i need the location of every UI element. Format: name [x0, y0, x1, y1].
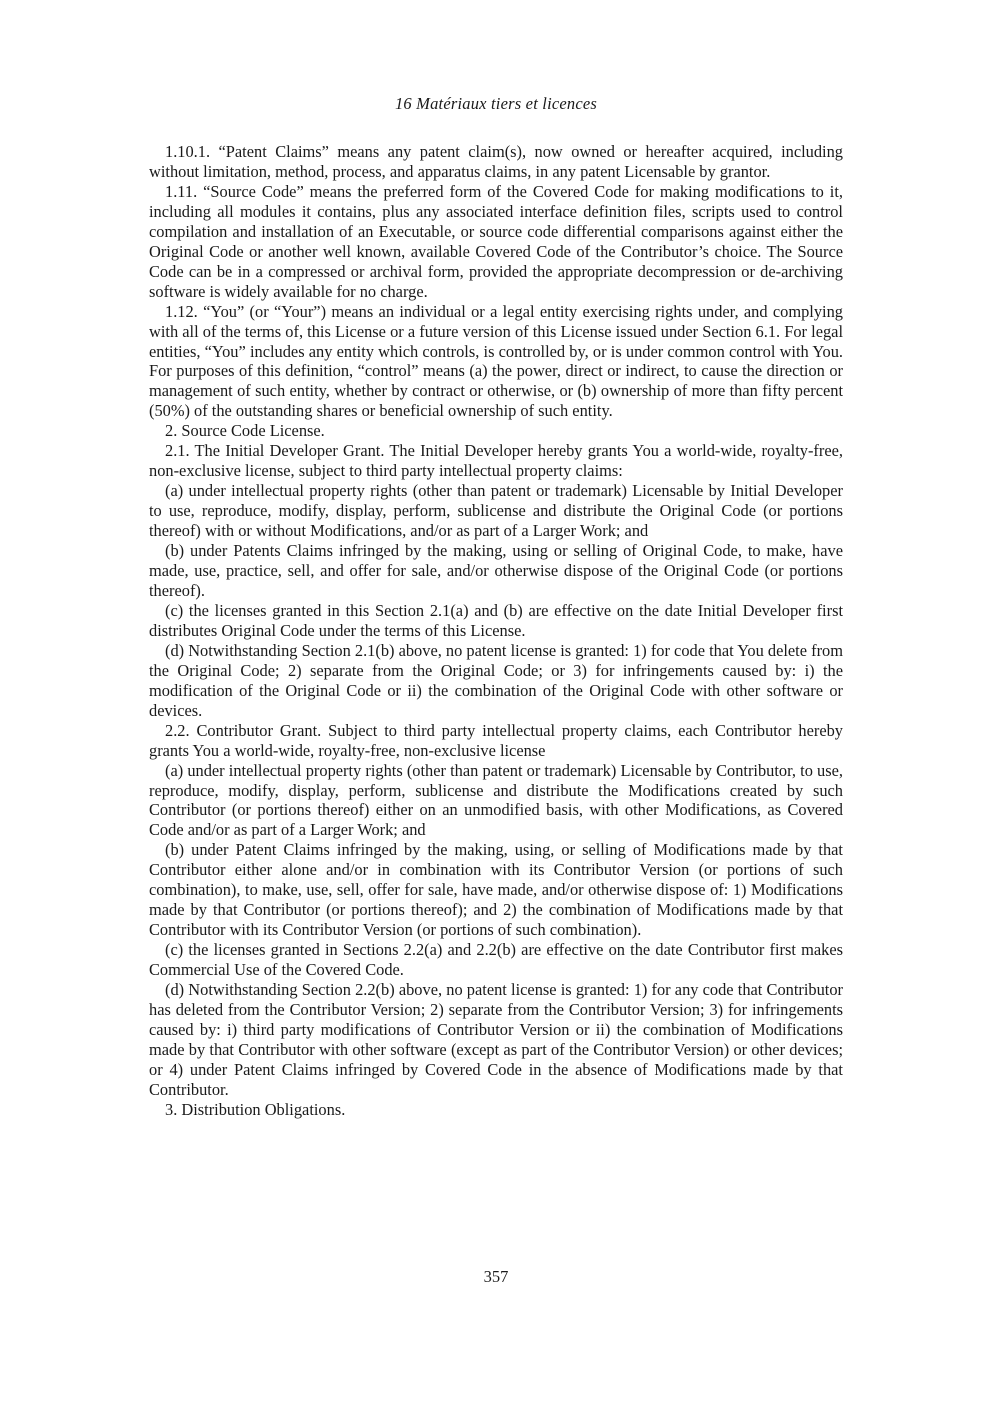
paragraph-2-2-a: (a) under intellectual property rights (other than patent or trademark) Licensable by Contributor, to use, reproduce, modify, display, perform, sublicense and distribute the Modifications created by such Contributor (or portions thereof) either on an unmodified basis, with other Modifications, as Covered Code and/or as part of a Larger Work; and [149, 760, 843, 840]
paragraph-2-2-b: (b) under Patent Claims infringed by the making, using, or selling of Modifications made by that Contributor either alone and/or in combination with its Contributor Version (or portions of such combination), to make, use, sell, offer for sale, have made, and/or otherwise dispose of: 1) Modifications made by that Contributor (or portions thereof); and 2) the combination of Modifications made by that Contributor with its Contributor Version (or portions of such combination). [149, 840, 843, 940]
paragraph-you: 1.12. “You” (or “Your”) means an individual or a legal entity exercising rights under, and complying with all of the terms of, this License or a future version of this License issued under Section 6.1. For legal entities, “You” includes any entity which controls, is controlled by, or is under common control with You. For purposes of this definition, “control” means (a) the power, direct or indirect, to cause the direction or management of such entity, whether by contract or otherwise, or (b) ownership of more than fifty percent (50%) of the outstanding shares or beneficial ownership of such entity. [149, 301, 843, 421]
paragraph-2-1-c: (c) the licenses granted in this Section 2.1(a) and (b) are effective on the date Initial Developer first distributes Original Code under the terms of this License. [149, 600, 843, 640]
page-body [149, 142, 843, 1120]
running-header: 16 Matériaux tiers et licences [394, 94, 598, 113]
section-heading-source-code-license: 2. Source Code License. [165, 421, 325, 441]
section-heading-distribution-obligations: 3. Distribution Obligations. [165, 1099, 346, 1119]
paragraph-source-code: 1.11. “Source Code” means the preferred form of the Covered Code for making modifications to it, including all modules it contains, plus any associated interface definition files, scripts used to control compilation and installation of an Executable, or source code differential comparisons against either the Original Code or another well known, available Covered Code of the Contributor’s choice. The Source Code can be in a compressed or archival form, provided the appropriate decompression or de-archiving software is widely available for no charge. [149, 181, 843, 301]
page-number: 357 [483, 1267, 509, 1286]
paragraph-contributor-grant: 2.2. Contributor Grant. Subject to third party intellectual property claims, each Contributor hereby grants You a world-wide, royalty-free, non-exclusive license [149, 720, 843, 760]
paragraph-2-1-a: (a) under intellectual property rights (other than patent or trademark) Licensable by Initial Developer to use, reproduce, modify, display, perform, sublicense and distribute the Original Code (or portions thereof) with or without Modifications, and/or as part of a Larger Work; and [149, 481, 843, 541]
paragraph-2-2-c: (c) the licenses granted in Sections 2.2(a) and 2.2(b) are effective on the date Contributor first makes Commercial Use of the Covered Code. [149, 940, 843, 980]
paragraph-patent-claims: 1.10.1. “Patent Claims” means any patent claim(s), now owned or hereafter acquired, including without limitation, method, process, and apparatus claims, in any patent Licensable by grantor. [149, 142, 843, 181]
paragraph-initial-developer-grant: 2.1. The Initial Developer Grant. The Initial Developer hereby grants You a world-wide, royalty-free, non-exclusive license, subject to third party intellectual property claims: [149, 441, 843, 481]
paragraph-2-1-d: (d) Notwithstanding Section 2.1(b) above, no patent license is granted: 1) for code that You delete from the Original Code; 2) separate from the Original Code; or 3) for infringements caused by: i) the modification of the Original Code or ii) the combination of the Original Code with other software or devices. [149, 640, 843, 720]
paragraph-2-1-b: (b) under Patents Claims infringed by the making, using or selling of Original Code, to make, have made, use, practice, sell, and offer for sale, and/or otherwise dispose of the Original Code (or portions thereof). [149, 541, 843, 600]
paragraph-2-2-d: (d) Notwithstanding Section 2.2(b) above, no patent license is granted: 1) for any code that Contributor has deleted from the Contributor Version; 2) separate from the Contributor Version; 3) for infringements caused by: i) third party modifications of Contributor Version or ii) the combination of Modifications made by that Contributor with other software (except as part of the Contributor Version) or other devices; or 4) under Patent Claims infringed by Covered Code in the absence of Modifications made by that Contributor. [149, 980, 843, 1099]
